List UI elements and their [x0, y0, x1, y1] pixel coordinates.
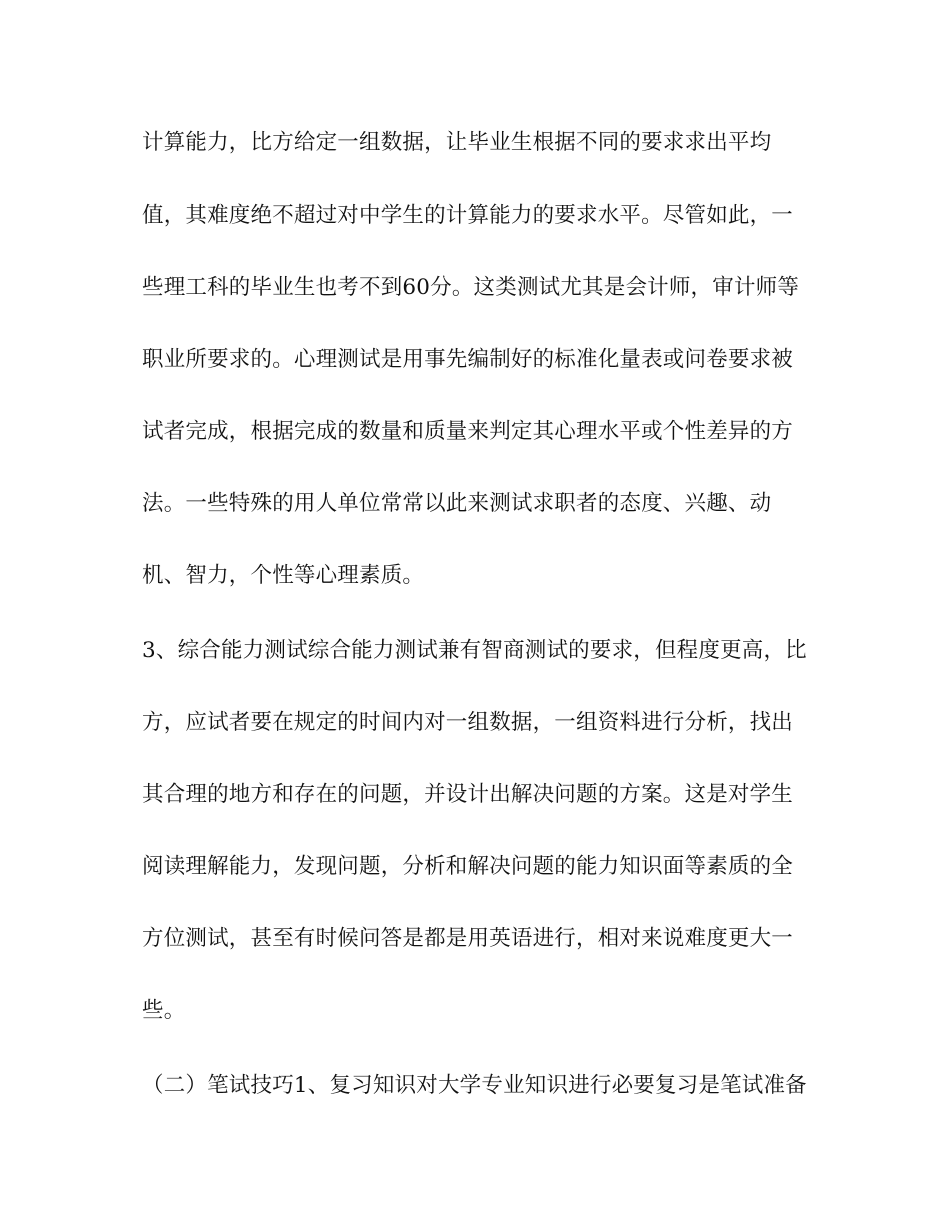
text-line-9: 方，应试者要在规定的时间内对一组数据，一组资料进行分析，找出: [142, 710, 794, 735]
text-line-14: （二）笔试技巧1、复习知识对大学专业知识进行必要复习是笔试准备: [142, 1073, 807, 1098]
text-line-4: 职业所要求的。心理测试是用事先编制好的标准化量表或问卷要求被: [142, 347, 794, 372]
text-line-13: 些。: [142, 998, 186, 1023]
text-line-3: 些理工科的毕业生也考不到60分。这类测试尤其是会计师，审计师等: [142, 275, 800, 300]
text-line-12: 方位测试，甚至有时候问答是都是用英语进行，相对来说难度更大一: [142, 926, 794, 951]
text-line-6: 法。一些特殊的用人单位常常以此来测试求职者的态度、兴趣、动: [142, 491, 772, 516]
text-line-8: 3、综合能力测试综合能力测试兼有智商测试的要求，但程度更高，比: [142, 638, 807, 663]
text-line-10: 其合理的地方和存在的问题，并设计出解决问题的方案。这是对学生: [142, 782, 794, 807]
text-line-5: 试者完成，根据完成的数量和质量来判定其心理水平或个性差异的方: [142, 419, 794, 444]
text-line-11: 阅读理解能力，发现问题，分析和解决问题的能力知识面等素质的全: [142, 854, 794, 879]
text-line-2: 值，其难度绝不超过对中学生的计算能力的要求水平。尽管如此，一: [142, 203, 794, 228]
text-line-1: 计算能力，比方给定一组数据，让毕业生根据不同的要求求出平均: [142, 130, 772, 155]
text-line-7: 机、智力，个性等心理素质。: [142, 563, 425, 588]
